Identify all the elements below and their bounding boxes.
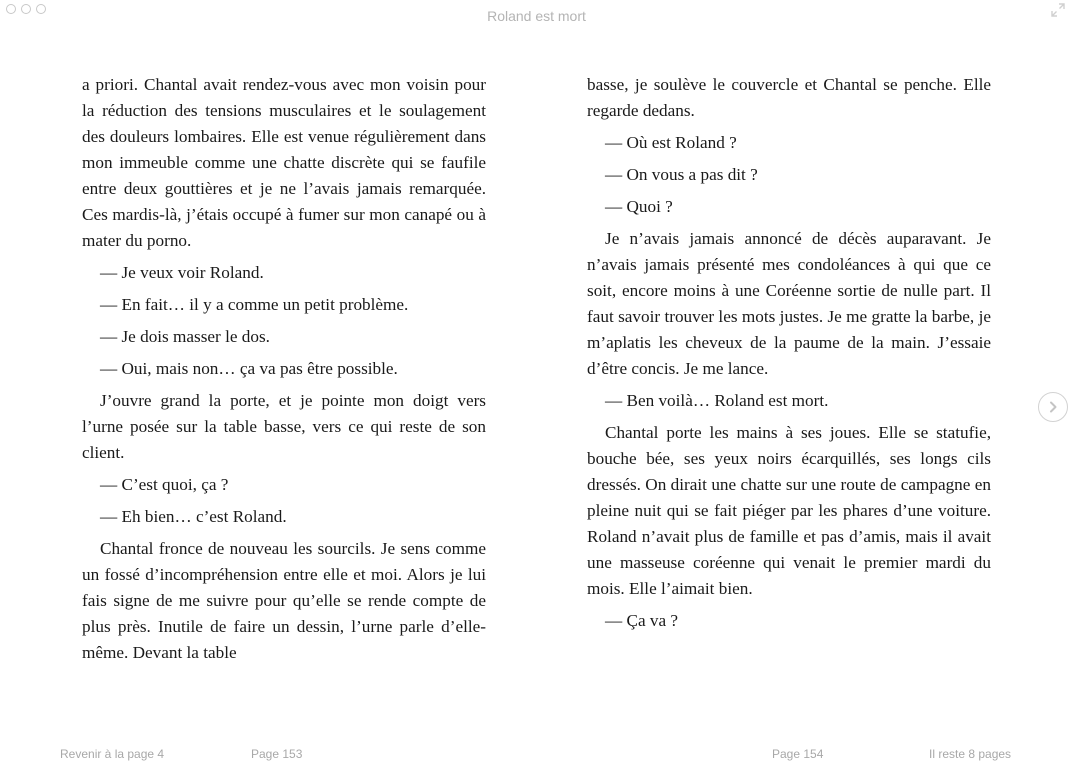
back-to-page-link[interactable]: Revenir à la page 4	[60, 747, 165, 761]
right-page	[587, 72, 991, 640]
dialog-line: — Oui, mais non… ça va pas être possible.	[100, 359, 398, 378]
dialog-line: — On vous a pas dit ?	[605, 165, 758, 184]
paragraph: J’ouvre grand la porte, et je pointe mon doigt vers l’urne posée sur la table basse, vers ce qui reste de son client.	[82, 391, 486, 462]
dialog-line: — Eh bien… c’est Roland.	[100, 507, 287, 526]
dialog-line: — Ben voilà… Roland est mort.	[605, 391, 829, 410]
paragraph: Chantal porte les mains à ses joues. Elle se statufie, bouche bée, ses yeux noirs écarquillés, ses longs cils dressés. On dirait une chatte sur une route de campagne en pleine nuit qui se fait piéger par les phares d’une voiture. Roland n’avait plus de famille et pas d’amis, mais il avait une masseuse coréenne qui venait le premier mardi du mois. Elle l’aimait bien.	[587, 423, 991, 598]
paragraph: Je n’avais jamais annoncé de décès auparavant. Je n’avais jamais présenté mes condoléances à qui que ce soit, encore moins à une Coréenne sortie de nulle part. Il faut savoir trouver les mots justes. Je me gratte la barbe, je m’aplatis les cheveux de la paume de la main. J’essaie d’être concis. Je me lance.	[587, 229, 991, 378]
chevron-right-icon	[1047, 401, 1059, 413]
window-title: Roland est mort	[487, 8, 586, 24]
dialog-line: — Quoi ?	[605, 197, 673, 216]
right-page-number: Page 154	[772, 747, 824, 761]
left-page-number: Page 153	[251, 747, 303, 761]
left-page	[82, 72, 486, 672]
dialog-line: — Je dois masser le dos.	[100, 327, 270, 346]
paragraph: a priori. Chantal avait rendez-vous avec mon voisin pour la réduction des tensions musculaires et le soulagement des douleurs lombaires. Elle est venue régulièrement dans mon immeuble comme une chatte discrète qui se faufile entre deux gouttières et je ne l’avais jamais remarquée. Ces mardis-là, j’étais occupé à fumer sur mon canapé ou à mater du porno.	[82, 75, 486, 250]
dialog-line: — En fait… il y a comme un petit problème.	[100, 295, 409, 314]
dialog-line: — C’est quoi, ça ?	[100, 475, 229, 494]
dialog-line: — Où est Roland ?	[605, 133, 737, 152]
paragraph: basse, je soulève le couvercle et Chantal se penche. Elle regarde dedans.	[587, 75, 991, 120]
paragraph: Chantal fronce de nouveau les sourcils. Je sens comme un fossé d’incompréhension entre elle et moi. Alors je lui fais signe de me suivre pour qu’elle se rende compte de plus près. Inutile de faire un dessin, l’urne parle d’elle-même. Devant la table	[82, 539, 486, 662]
fullscreen-icon[interactable]	[1051, 3, 1065, 17]
dialog-line: — Je veux voir Roland.	[100, 263, 264, 282]
next-page-button[interactable]	[1038, 392, 1068, 422]
title-bar	[0, 0, 1073, 34]
pages-remaining: Il reste 8 pages	[929, 747, 1012, 761]
dialog-line: — Ça va ?	[605, 611, 679, 630]
